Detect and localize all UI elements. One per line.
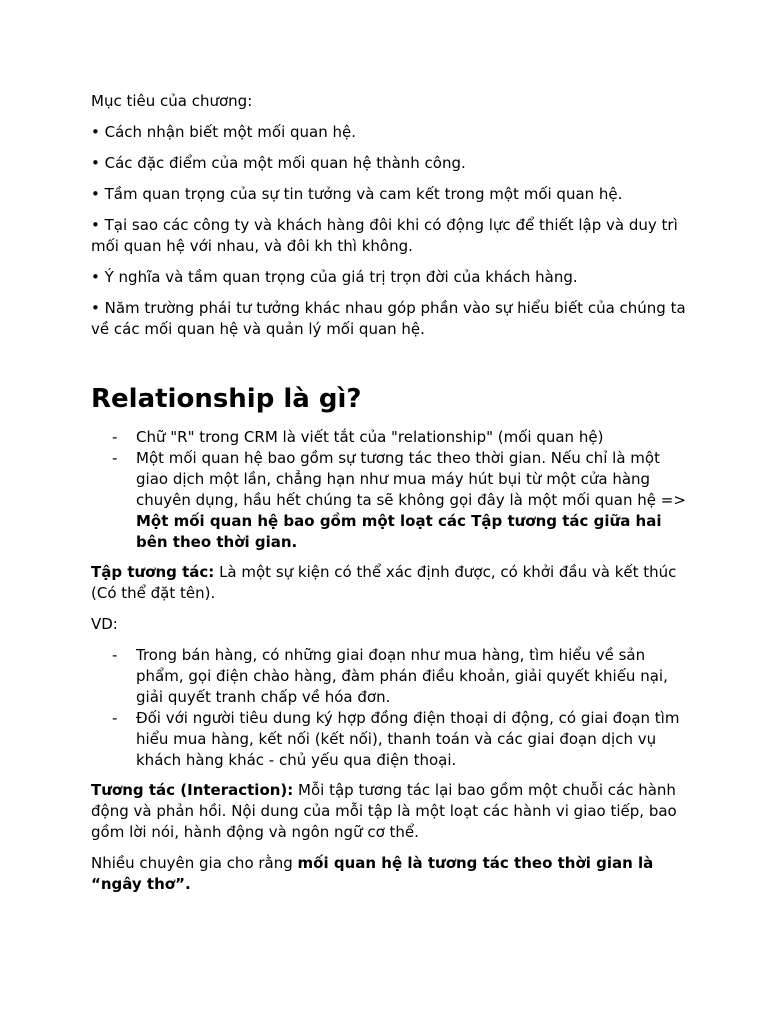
dash-bullet: - bbox=[112, 449, 118, 467]
experts-statement bbox=[91, 853, 691, 895]
list-item-emphasis: Một mối quan hệ bao gồm một loạt các Tập tương tác giữa hai bên theo thời gian. bbox=[136, 512, 662, 551]
objective-item: • Các đặc điểm của một mối quan hệ thành công. bbox=[91, 154, 466, 172]
list-item bbox=[91, 427, 691, 448]
episode-term: Tập tương tác: bbox=[91, 563, 215, 581]
list-item bbox=[91, 448, 691, 553]
experts-text: Nhiều chuyên gia cho rằng bbox=[91, 854, 298, 872]
interaction-definition bbox=[91, 780, 691, 843]
dash-bullet: - bbox=[112, 428, 118, 446]
experts-emphasis: mối quan hệ là tương tác theo thời gian là “ngây thơ”. bbox=[91, 854, 654, 893]
objective-item: • Cách nhận biết một mối quan hệ. bbox=[91, 123, 357, 141]
section-title: Relationship là gì? bbox=[91, 384, 362, 414]
interaction-term: Tương tác (Interaction): bbox=[91, 781, 294, 799]
relationship-list bbox=[91, 427, 691, 553]
objective-item: • Ý nghĩa và tầm quan trọng của giá trị trọn đời của khách hàng. bbox=[91, 268, 578, 286]
objective-item: • Năm trường phái tư tưởng khác nhau góp phần vào sự hiểu biết của chúng ta về các mối quan hệ và quản lý mối quan hệ. bbox=[91, 299, 686, 338]
objectives-heading: Mục tiêu của chương: bbox=[91, 92, 253, 110]
example-label: VD: bbox=[91, 615, 118, 633]
objective-item: • Tầm quan trọng của sự tin tưởng và cam kết trong một mối quan hệ. bbox=[91, 185, 623, 203]
objective-item: • Tại sao các công ty và khách hàng đôi khi có động lực để thiết lập và duy trì mối quan hệ với nhau, và đôi kh thì không. bbox=[91, 216, 678, 255]
dash-bullet: - bbox=[112, 709, 118, 727]
example-list bbox=[91, 645, 691, 771]
episode-definition bbox=[91, 562, 691, 604]
list-item-text: Đối với người tiêu dung ký hợp đồng điện thoại di động, có giai đoạn tìm hiểu mua hàng, kết nối (kết nối), thanh toán và các giai đoạn dịch vụ khách hàng khác - chủ yếu qua điện thoại. bbox=[136, 709, 680, 769]
list-item-text: Một mối quan hệ bao gồm sự tương tác theo thời gian. Nếu chỉ là một giao dịch một lần, chẳng hạn như mua máy hút bụi từ một cửa hàng chuyên dụng, hầu hết chúng ta sẽ không gọi đây là một mối quan hệ => bbox=[136, 449, 686, 509]
list-item-text: Trong bán hàng, có những giai đoạn như mua hàng, tìm hiểu về sản phẩm, gọi điện chào hàng, đàm phán điều khoản, giải quyết khiếu nại, giải quyết tranh chấp về hóa đơn. bbox=[136, 646, 668, 706]
episode-text: Là một sự kiện có thể xác định được, có khởi đầu và kết thúc (Có thể đặt tên). bbox=[91, 563, 677, 602]
list-item bbox=[91, 708, 691, 771]
list-item bbox=[91, 645, 691, 708]
objectives-section bbox=[91, 91, 691, 350]
list-item-text: Chữ "R" trong CRM là viết tắt của "relationship" (mối quan hệ) bbox=[136, 428, 604, 446]
interaction-text: Mỗi tập tương tác lại bao gồm một chuỗi các hành động và phản hồi. Nội dung của mỗi tập là một loạt các hành vi giao tiếp, bao gồm lời nói, hành động và ngôn ngữ cơ thể. bbox=[91, 781, 677, 841]
dash-bullet: - bbox=[112, 646, 118, 664]
